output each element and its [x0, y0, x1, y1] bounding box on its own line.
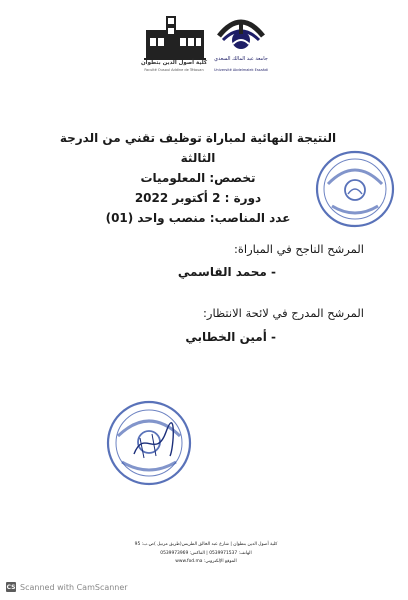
official-stamp	[314, 148, 396, 230]
footer-phone: الهاتف: 0539971537 | الفاكس: 0539973969	[160, 550, 252, 556]
waiting-list-name: - أمين الخطابي	[185, 330, 276, 344]
signature-stamp	[104, 398, 194, 488]
positions-count-line: عدد المناصب: منصب واحد (01)	[105, 211, 291, 225]
university-logo-latin: Université Abdelmalek Essaâdi	[214, 68, 268, 72]
university-logo-arabic: جامعة عبد المالك السعدي	[214, 56, 268, 62]
footer-address: كلية أصول الدين بتطوان | شارع عبد الخالق الطريس(طريق مرتيل )ص.ب: 95	[134, 542, 278, 547]
successful-candidate-label: المرشح الناجح في المباراة:	[234, 242, 364, 256]
specialty-line: تخصص: المعلوميات	[140, 171, 256, 185]
faculty-logo-latin: Faculté Ousoul Addine de Tétouan	[144, 68, 204, 72]
session-date-line: دورة : 2 أكتوبر 2022	[134, 191, 262, 205]
waiting-list-label: المرشح المدرج في لائحة الانتظار:	[203, 306, 364, 320]
successful-candidate-name: - محمد القاسمي	[177, 265, 276, 279]
footer-website: الموقع الإلكتروني: www.fod.ma	[175, 559, 237, 564]
title-block	[48, 128, 348, 228]
footer-contact	[88, 541, 324, 567]
scanner-watermark	[6, 582, 128, 592]
faculty-logo-arabic: كلية أصول الدين بتطوان	[140, 60, 208, 66]
university-logo	[213, 14, 269, 58]
camscanner-icon: CS	[6, 583, 16, 591]
result-title: النتيجة النهائية لمباراة توظيف تقني من الدرجة الثالثة	[59, 131, 337, 165]
scanner-label: Scanned with CamScanner	[20, 582, 128, 592]
